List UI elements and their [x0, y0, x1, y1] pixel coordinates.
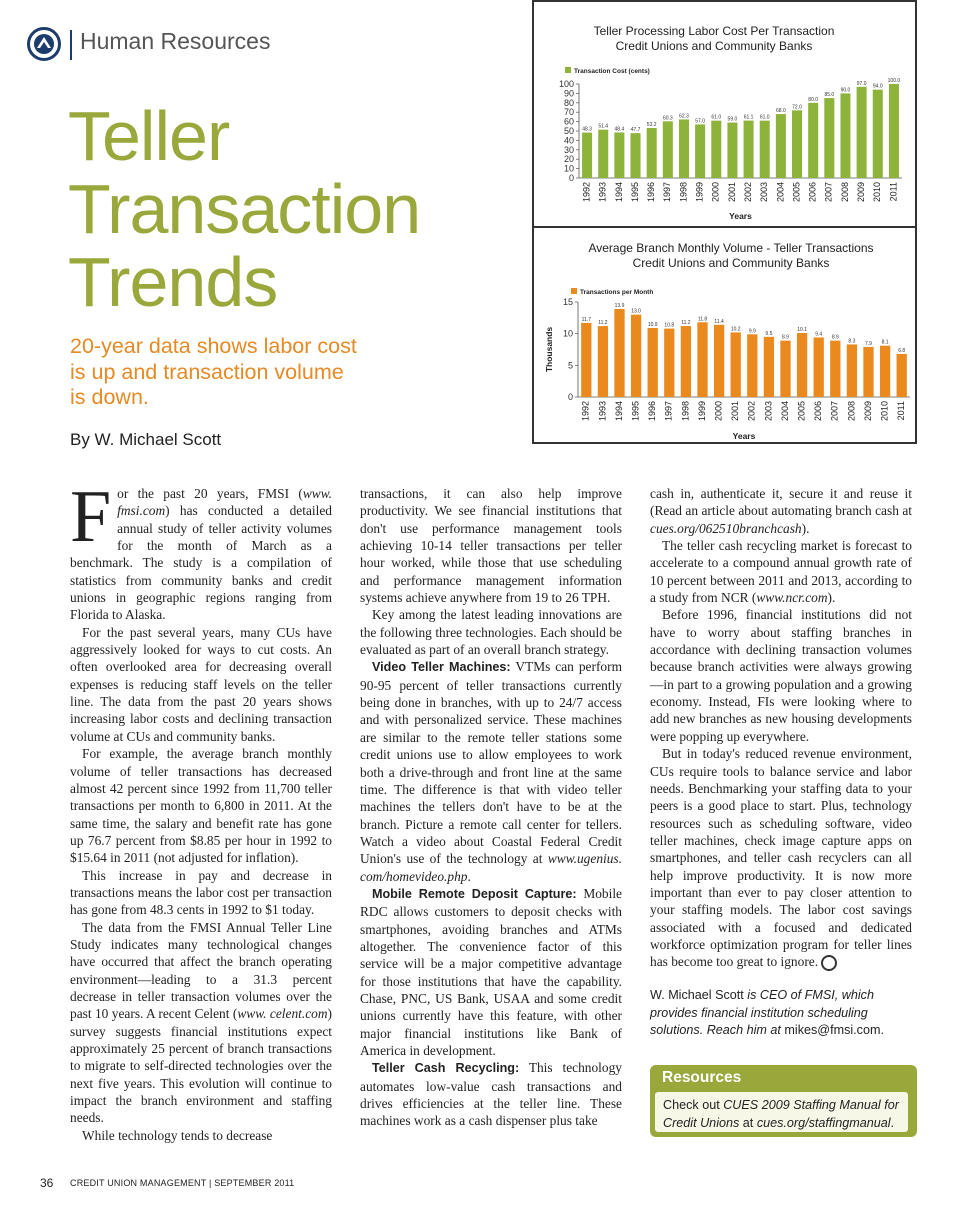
- data-label: 11.4: [714, 318, 724, 325]
- labor-cost-chart: [534, 2, 915, 226]
- text: But in today's reduced revenue environment, CUs require tools to balance service and labor needs. Benchmarking your staffing data to your peers is a good place to start. Plus, technology resources such as scheduling software, video teller machines, check image capture apps on smartphones, and teller cash recyclers can all help improve productivity. It is now more important than ever to pay closer attention to your staffing models. The labor cost savings associated with a focused and dedicated workforce optimization program for teller lines has become too great to ignore.: [650, 746, 912, 970]
- x-tick-label: 1993: [597, 401, 608, 422]
- paragraph: [650, 745, 912, 971]
- x-tick-label: 2011: [896, 401, 907, 421]
- legend-label: Transactions per Month: [580, 289, 654, 296]
- y-tick-label: 90: [563, 88, 574, 99]
- bar: [863, 347, 873, 397]
- data-label: 8.9: [782, 334, 789, 341]
- data-label: 13.0: [631, 308, 641, 315]
- x-tick-label: 1993: [597, 182, 608, 203]
- data-label: 9.5: [765, 330, 773, 337]
- chart-subtitle: Credit Unions and Community Banks: [615, 39, 813, 53]
- title-line: Teller: [68, 97, 230, 175]
- x-tick-label: 2009: [856, 182, 866, 203]
- data-label: 85.0: [824, 92, 835, 99]
- y-tick-label: 10: [562, 328, 573, 339]
- data-label: 11.8: [697, 316, 708, 323]
- header-divider: [70, 30, 72, 60]
- paragraph: [70, 919, 332, 1127]
- text: Check out: [663, 1098, 724, 1112]
- bar: [581, 323, 591, 397]
- staffing-manual-link[interactable]: cues.org/staffingmanual: [756, 1116, 891, 1130]
- data-label: 8.9: [831, 334, 839, 341]
- paragraph: [70, 476, 332, 624]
- bar: [824, 98, 834, 178]
- x-tick-label: 2008: [846, 401, 857, 422]
- data-label: 7.9: [865, 340, 872, 347]
- x-tick-label: 2003: [763, 401, 774, 422]
- data-label: 48.3: [582, 126, 592, 133]
- bar: [747, 334, 757, 397]
- y-axis-label: Thousands: [544, 326, 554, 373]
- bar: [631, 133, 641, 178]
- x-tick-label: 2001: [726, 182, 737, 203]
- data-label: 8.3: [848, 338, 856, 345]
- data-label: 60.3: [662, 115, 673, 122]
- article-subtitle: 20-year data shows labor cost is up and transaction volume is down.: [70, 334, 357, 409]
- paragraph: [650, 537, 912, 606]
- bar: [598, 326, 608, 397]
- x-tick-label: 1997: [663, 401, 674, 422]
- x-tick-label: 2007: [829, 401, 840, 422]
- y-tick-label: 15: [562, 297, 573, 307]
- data-label: 68.0: [776, 108, 786, 115]
- x-tick-label: 2002: [742, 182, 753, 203]
- x-axis-label: Years: [729, 211, 752, 221]
- title-line: Trends: [68, 243, 278, 321]
- data-label: 48.4: [614, 126, 625, 133]
- paragraph: [360, 1059, 622, 1129]
- subhead-vtm: Video Teller Machines:: [372, 660, 511, 675]
- bar: [663, 121, 673, 178]
- x-tick-label: 1994: [613, 182, 624, 203]
- data-label: 80.0: [808, 96, 819, 103]
- bar: [681, 326, 691, 397]
- subhead-cash-recycling: Teller Cash Recycling:: [372, 1061, 520, 1076]
- legend-swatch: [565, 67, 571, 73]
- legend-label: Transaction Cost (cents): [574, 68, 650, 75]
- body-column-3: [650, 485, 912, 971]
- chart-divider: [532, 226, 917, 228]
- data-label: 11.2: [598, 320, 608, 327]
- y-tick-label: 100: [558, 79, 574, 89]
- x-tick-label: 2003: [759, 182, 770, 203]
- paragraph: transactions, it can also help improve productivity. We see financial institutions that don't use performance management tools achieving 10-14 teller transactions per teller hour worked, while those that use scheduling and performance management information systems achieve anywhere from 19 to 26 TPH.: [360, 486, 622, 606]
- data-label: 53.2: [646, 121, 657, 128]
- bar: [697, 322, 707, 397]
- x-tick-label: 1995: [629, 182, 640, 203]
- x-tick-label: 2005: [791, 182, 802, 203]
- data-label: 10.2: [730, 326, 741, 333]
- paragraph: While technology tends to decrease: [82, 1127, 273, 1143]
- bar: [760, 121, 770, 178]
- x-tick-label: 1992: [580, 401, 591, 422]
- bar: [679, 119, 689, 178]
- data-label: 62.3: [679, 113, 689, 120]
- page-number: 36: [40, 1176, 54, 1190]
- bar: [647, 128, 657, 178]
- x-tick-label: 1995: [630, 401, 641, 422]
- ncr-link[interactable]: www.ncr.com: [756, 590, 828, 606]
- x-tick-label: 1996: [647, 401, 658, 422]
- author-desc: is CEO of FMSI, which provides financial institution scheduling solutions. Reach him at: [650, 988, 874, 1037]
- y-tick-label: 40: [563, 135, 574, 146]
- author-name: W. Michael Scott: [650, 988, 744, 1002]
- bar: [897, 354, 907, 397]
- x-tick-label: 2005: [796, 401, 807, 422]
- data-label: 61.0: [711, 114, 722, 121]
- y-tick-label: 5: [567, 360, 573, 371]
- chart-subtitle: Credit Unions and Community Banks: [632, 256, 830, 270]
- text: VTMs can perform 90-95 percent of teller transactions currently being done in branches, with up to 24/7 access and with personalized service. These machines are similar to the remote teller stations some credit unions use to allow employees to work both a drive-through and front line at the same time. The difference is that with video teller machines the tellers don't have to be at the branch. Picture a remote call center for tellers. Watch a video about Coastal Federal Credit Union's use of the technology at: [360, 659, 622, 867]
- text: ) has conducted a detailed annual study of teller activity volumes for the month of March as a benchmark. The study is a compilation of statistics from community banks and credit unions in geographic regions ranging from Florida to Alaska.: [70, 503, 332, 623]
- x-tick-label: 1994: [613, 401, 624, 422]
- data-label: 9.4: [815, 331, 823, 338]
- data-label: 90.0: [840, 87, 851, 94]
- y-tick-label: 30: [563, 144, 574, 155]
- x-tick-label: 2007: [823, 182, 834, 203]
- monthly-volume-chart: [534, 228, 915, 442]
- bar: [631, 315, 641, 397]
- bar: [847, 344, 857, 397]
- logo-mark-icon: [33, 33, 55, 55]
- data-label: 51.4: [598, 123, 609, 130]
- text: ) survey suggests financial institutions expect approximately 25 percent of branch transactions to migrate to self-directed technologies over the next five years. This evolution will continue to impact the branch environment and staffing needs.: [70, 1006, 332, 1126]
- x-tick-label: 2002: [746, 401, 757, 422]
- data-label: 13.9: [614, 302, 625, 309]
- chart-panel: [532, 0, 917, 444]
- x-tick-label: 2000: [710, 182, 721, 203]
- y-tick-label: 70: [563, 107, 574, 118]
- text: .: [880, 1023, 884, 1037]
- data-label: 72.0: [792, 104, 802, 111]
- bar: [744, 121, 754, 178]
- data-label: 57.0: [695, 118, 705, 125]
- x-tick-label: 2008: [839, 182, 850, 203]
- data-label: 47.7: [630, 127, 641, 134]
- data-label: 100.0: [887, 78, 901, 84]
- x-tick-label: 2004: [779, 401, 790, 422]
- body-column-2: [360, 485, 622, 1130]
- x-tick-label: 2006: [813, 401, 824, 422]
- x-tick-label: 2004: [775, 182, 786, 203]
- bar: [814, 337, 824, 397]
- data-label: 61.1: [743, 114, 754, 121]
- text: at: [739, 1116, 757, 1130]
- bar: [711, 121, 721, 178]
- bar: [840, 93, 850, 178]
- paragraph: [360, 658, 622, 884]
- bar: [776, 114, 786, 178]
- data-label: 59.0: [727, 116, 738, 123]
- data-label: 8.1: [881, 339, 889, 346]
- bar: [873, 90, 883, 178]
- publication-footer: CREDIT UNION MANAGEMENT | SEPTEMBER 2011: [70, 1178, 295, 1188]
- y-tick-label: 60: [563, 116, 574, 127]
- text: ).: [801, 520, 810, 536]
- x-tick-label: 2001: [730, 401, 741, 422]
- author-bio: [650, 987, 920, 1040]
- text: Mobile RDC allows customers to deposit checks with smartphones, avoiding branches and ATMs altogether. The convenience factor of this service will be a major competitive advantage for those institutions that have the capability. Chase, PNC, US Bank, USAA and some credit unions currently have this feature, with other major financial institutions like Bank of America in development.: [360, 885, 622, 1058]
- bar: [727, 123, 737, 178]
- bar: [664, 329, 674, 397]
- bar: [695, 124, 705, 178]
- x-tick-label: 2011: [888, 182, 899, 202]
- manual-title: CUES 2009 Staffing Manual for Credit Unions: [663, 1098, 899, 1130]
- resources-title: Resources: [662, 1069, 742, 1086]
- x-tick-label: 1998: [680, 401, 691, 422]
- y-tick-label: 80: [563, 97, 574, 108]
- bar: [780, 341, 790, 397]
- article-title: [68, 97, 508, 321]
- x-tick-label: 1997: [662, 182, 673, 203]
- ugenius-link[interactable]: www.ugenius. com/homevideo.php: [360, 851, 622, 884]
- x-tick-label: 1996: [646, 182, 657, 203]
- data-label: 10.8: [664, 322, 675, 329]
- data-label: 94.0: [872, 83, 883, 90]
- y-tick-label: 50: [563, 126, 574, 136]
- bar: [764, 337, 774, 397]
- chart-title: Average Branch Monthly Volume - Teller Transactions: [588, 241, 874, 255]
- data-label: 61.0: [759, 114, 770, 121]
- subhead-mobile-rdc: Mobile Remote Deposit Capture:: [372, 886, 577, 901]
- x-tick-label: 2000: [713, 401, 724, 422]
- paragraph: [650, 485, 912, 537]
- paragraph: For the past several years, many CUs have aggressively looked for ways to cut costs. An often overlooked area for decreasing overall expenses is reducing staff levels on the teller line. The data from the past 20 years shows increasing labor costs and declining transaction volume at CUs and community banks.: [70, 624, 332, 744]
- x-tick-label: 1992: [581, 182, 592, 203]
- bar: [797, 333, 807, 397]
- author-email-link[interactable]: mikes@fmsi.com: [784, 1023, 881, 1037]
- text: or the past 20 years, FMSI (: [117, 486, 303, 501]
- paragraph: For example, the average branch monthly volume of teller transactions has decreased almost 42 percent since 1992 from 11,700 teller transactions per month to 6,800 in 2011. At the same time, the salary and benefit rate has gone up 76.7 percent from $8.85 per hour in 1992 to $15.64 in 2011 (not adjusted for inflation).: [70, 746, 332, 866]
- text: The teller cash recycling market is forecast to accelerate to a compound annual growth rate of 10 percent between 2011 and 2013, according to a study from NCR (: [650, 538, 912, 606]
- bar: [714, 325, 724, 397]
- title-line: Transaction: [68, 170, 421, 248]
- x-axis-label: Years: [732, 431, 756, 441]
- paragraph: This increase in pay and decrease in transactions means the labor cost per transaction has gone from 48.3 cents in 1992 to $1 today.: [70, 867, 332, 918]
- celent-link[interactable]: www. celent.com: [237, 1006, 328, 1022]
- x-tick-label: 2009: [862, 401, 873, 422]
- y-tick-label: 0: [568, 173, 574, 183]
- text: This technology automates low-value cash transactions and drives efficiencies at the teller line. These machines work as a cash dispenser plus take: [360, 1060, 622, 1129]
- cues-logo: [27, 27, 61, 61]
- bar: [582, 133, 592, 178]
- bar: [792, 110, 802, 178]
- data-label: 9.9: [748, 328, 756, 335]
- bar: [648, 328, 658, 397]
- text: ).: [827, 590, 836, 606]
- text: The data from the FMSI Annual Teller Line Study indicates many technological changes have occurred that affect the branch operating environment—leading to a 31.3 percent decrease in teller transaction volumes over the past 10 years. A recent Celent (: [70, 919, 332, 1022]
- x-tick-label: 2010: [872, 182, 883, 203]
- y-tick-label: 20: [563, 154, 574, 165]
- x-tick-label: 2010: [879, 401, 890, 422]
- fmsi-link[interactable]: www. fmsi.com: [117, 486, 332, 519]
- y-tick-label: 10: [563, 163, 574, 174]
- bar: [614, 133, 624, 178]
- data-label: 11.7: [581, 316, 591, 323]
- resources-body: [655, 1092, 908, 1132]
- paragraph: [360, 885, 622, 1059]
- text: .: [890, 1116, 895, 1130]
- text: cash in, authenticate it, secure it and reuse it (Read an article about automating branch cash at: [650, 486, 912, 519]
- text: .: [467, 868, 471, 884]
- bar: [808, 103, 818, 178]
- x-tick-label: 2006: [807, 182, 818, 203]
- cues-article-link[interactable]: cues.org/062510branchcash: [650, 520, 802, 536]
- body-column-1: [70, 476, 332, 1144]
- chart-title: Teller Processing Labor Cost Per Transaction: [593, 24, 835, 38]
- data-label: 11.2: [681, 320, 691, 327]
- drop-cap: F: [70, 476, 112, 558]
- bar: [880, 346, 890, 397]
- y-tick-label: 0: [567, 392, 573, 402]
- bar: [889, 84, 899, 178]
- data-label: 97.0: [856, 80, 867, 87]
- department-label: Human Resources: [80, 28, 271, 54]
- bar: [830, 341, 840, 397]
- x-tick-label: 1998: [678, 182, 689, 203]
- bar: [614, 309, 624, 397]
- x-tick-label: 1999: [694, 182, 705, 203]
- data-label: 10.1: [797, 327, 807, 334]
- paragraph: Before 1996, financial institutions did not have to worry about staffing branches in accordance with declining transaction volumes because branch activities were always growing—in part to a growing population and a growing economy. Instead, FIs were looking where to add new branches as new housing developments were popping up everywhere.: [650, 607, 912, 744]
- data-label: 10.9: [647, 321, 658, 328]
- x-tick-label: 1999: [696, 401, 707, 422]
- end-mark-icon: [821, 955, 837, 971]
- paragraph: Key among the latest leading innovations are the following three technologies. Each should be evaluated as part of an overall branch strategy.: [360, 607, 622, 658]
- data-label: 6.8: [898, 347, 906, 354]
- bar: [598, 130, 608, 178]
- byline: By W. Michael Scott: [70, 430, 222, 449]
- bar: [731, 332, 741, 397]
- bar: [857, 87, 867, 178]
- legend-swatch: [571, 288, 577, 294]
